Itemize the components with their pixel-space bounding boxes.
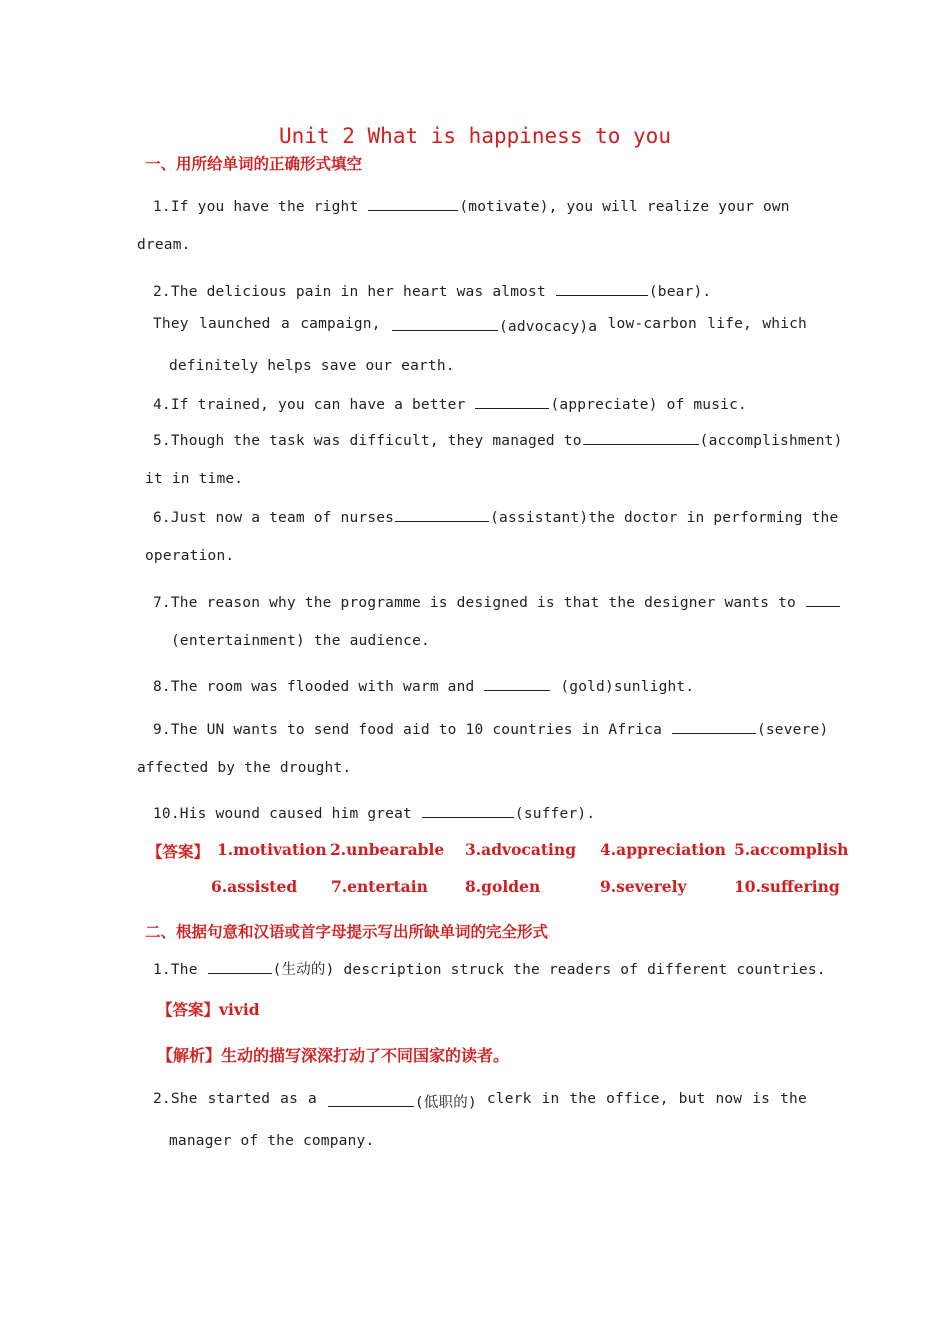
question-text: 5.Though the task was difficult, they managed to bbox=[153, 433, 582, 449]
question-text: (suffer). bbox=[514, 806, 596, 822]
question-3: They launched a campaign, (advocacy)a low-carbon life, which bbox=[153, 316, 807, 335]
page-title: Unit 2 What is happiness to you bbox=[279, 124, 671, 148]
question-4 bbox=[153, 394, 747, 413]
question-7-continuation: (entertainment) the audience. bbox=[171, 633, 430, 649]
question-6-continuation: operation. bbox=[145, 548, 235, 564]
question-text: (accomplishment) bbox=[699, 433, 843, 449]
answer-1: 1.motivation bbox=[217, 840, 327, 859]
answer-label: 【答案】 bbox=[157, 1001, 220, 1019]
analysis-label: 【解析】 bbox=[157, 1046, 222, 1065]
question-10 bbox=[153, 803, 595, 822]
answer-blank[interactable] bbox=[806, 592, 840, 607]
answer-label: 【答案】 bbox=[147, 843, 210, 861]
section2-answer bbox=[157, 998, 260, 1020]
answer-blank[interactable] bbox=[672, 719, 756, 734]
section-heading-1: 一、用所给单词的正确形式填空 bbox=[145, 155, 363, 173]
answer-blank[interactable] bbox=[368, 196, 458, 211]
section2-analysis bbox=[157, 1043, 509, 1066]
question-text: (assistant)the doctor in performing the bbox=[490, 510, 839, 526]
question-text: (motivate), you will realize your own bbox=[459, 199, 790, 215]
question-text: (生动的) description struck the readers of different countries. bbox=[272, 962, 826, 978]
question-text: (gold)sunlight. bbox=[551, 679, 695, 695]
analysis-text: 生动的描写深深打动了不同国家的读者。 bbox=[221, 1046, 510, 1065]
answer-2: 2.unbearable bbox=[330, 840, 445, 859]
answer-5: 5.accomplish bbox=[734, 840, 849, 859]
answer-text: vivid bbox=[219, 1000, 260, 1019]
question-text: (appreciate) of music. bbox=[550, 397, 747, 413]
question-7 bbox=[153, 592, 841, 611]
section-heading-2: 二、根据句意和汉语或首字母提示写出所缺单词的完全形式 bbox=[145, 923, 549, 941]
answer-4: 4.appreciation bbox=[600, 840, 726, 859]
question-text: (bear). bbox=[648, 284, 712, 300]
question-8 bbox=[153, 676, 694, 695]
question-6 bbox=[153, 507, 838, 526]
question-2 bbox=[153, 281, 711, 300]
answer-7: 7.entertain bbox=[331, 877, 428, 896]
answer-6: 6.assisted bbox=[211, 877, 298, 896]
question-text: 7.The reason why the programme is designed is that the designer wants to bbox=[153, 595, 805, 611]
question-text: 1.The bbox=[153, 962, 207, 978]
section2-question-2-continuation: manager of the company. bbox=[169, 1133, 375, 1149]
question-text: 8.The room was flooded with warm and bbox=[153, 679, 484, 695]
answer-blank[interactable] bbox=[556, 281, 648, 296]
question-3-continuation: definitely helps save our earth. bbox=[169, 358, 455, 374]
answer-blank[interactable] bbox=[422, 803, 514, 818]
question-1 bbox=[153, 196, 790, 215]
question-text: 6.Just now a team of nurses bbox=[153, 510, 395, 526]
section2-question-2: 2.She started as a (低职的) clerk in the office, but now is the bbox=[153, 1091, 807, 1111]
question-text: 4.If trained, you can have a better bbox=[153, 397, 475, 413]
answer-blank[interactable] bbox=[475, 394, 549, 409]
question-5-continuation: it in time. bbox=[145, 471, 244, 487]
answer-blank[interactable] bbox=[392, 316, 498, 331]
question-text: 1.If you have the right bbox=[153, 199, 368, 215]
answer-9: 9.severely bbox=[600, 877, 687, 896]
question-text: 2.The delicious pain in her heart was almost bbox=[153, 284, 555, 300]
answer-blank[interactable] bbox=[328, 1092, 414, 1107]
answer-10: 10.suffering bbox=[734, 877, 840, 896]
answer-3: 3.advocating bbox=[465, 840, 577, 859]
question-5 bbox=[153, 430, 843, 449]
question-9 bbox=[153, 719, 828, 738]
question-text: 9.The UN wants to send food aid to 10 countries in Africa bbox=[153, 722, 671, 738]
answer-8: 8.golden bbox=[465, 877, 541, 896]
answer-blank[interactable] bbox=[208, 959, 272, 974]
question-text: 10.His wound caused him great bbox=[153, 806, 421, 822]
question-9-continuation: affected by the drought. bbox=[137, 760, 352, 776]
answer-blank[interactable] bbox=[395, 507, 489, 522]
section2-question-1 bbox=[153, 958, 826, 979]
question-text: (severe) bbox=[756, 722, 829, 738]
answer-blank[interactable] bbox=[583, 430, 699, 445]
answer-blank[interactable] bbox=[484, 676, 550, 691]
question-1-continuation: dream. bbox=[137, 237, 191, 253]
